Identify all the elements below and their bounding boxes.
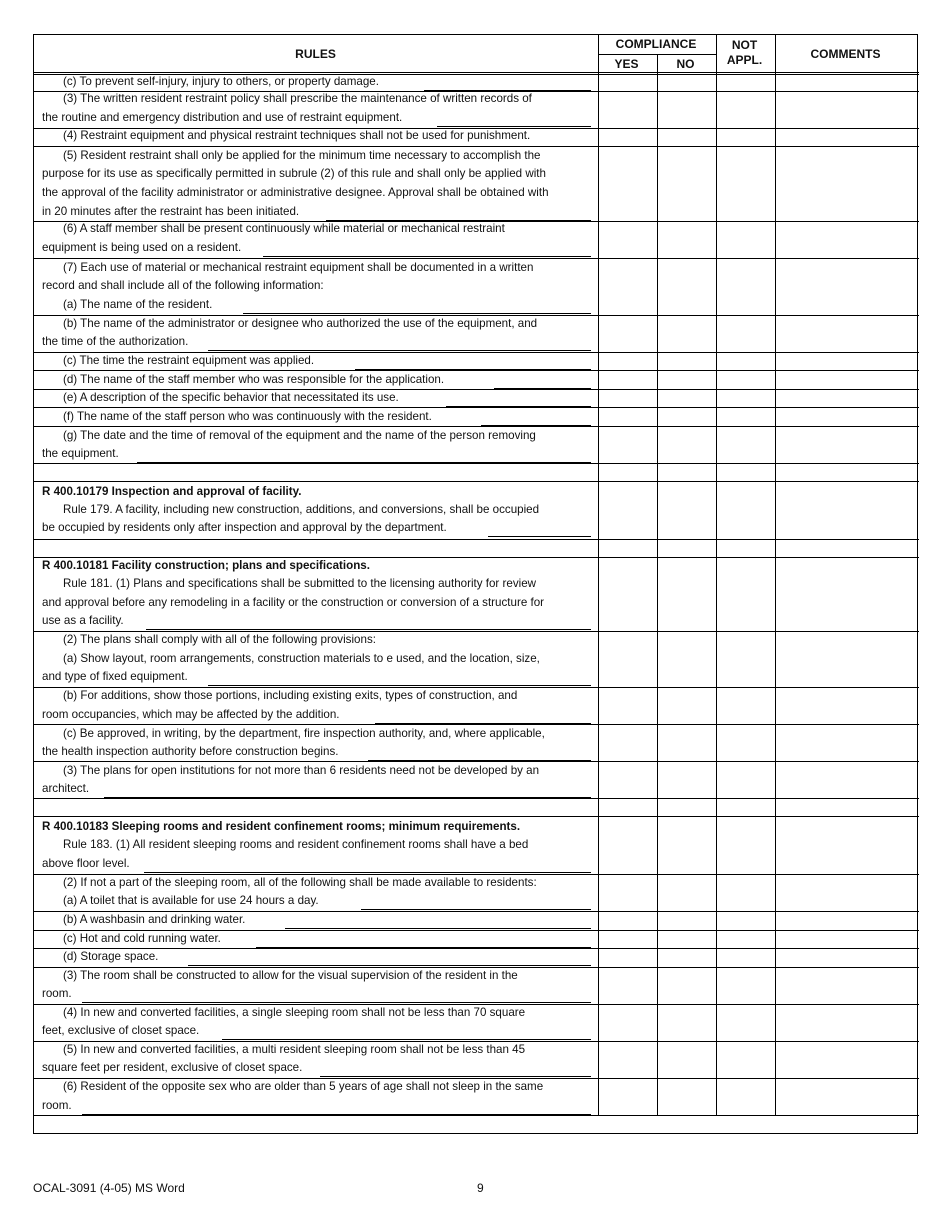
header-rules: RULES <box>295 47 336 61</box>
section-heading: R 400.10181 Facility construction; plans and specifications. <box>42 559 370 572</box>
row-separator <box>34 1115 919 1116</box>
fill-in-line <box>243 313 591 314</box>
row-separator <box>34 463 919 464</box>
rule-text-line: (b) The name of the administrator or designee who authorized the use of the equipment, and <box>63 317 538 330</box>
fill-in-line <box>368 760 591 761</box>
rule-text-line: (c) Be approved, in writing, by the department, fire inspection authority, and, where applicable, <box>63 727 545 740</box>
fill-in-line <box>146 629 591 630</box>
rule-text-line: feet, exclusive of closet space. <box>42 1024 200 1037</box>
fill-in-line <box>375 723 591 724</box>
rule-text-line: (d) Storage space. <box>63 950 159 963</box>
rule-text-line: room. <box>42 1099 72 1112</box>
fill-in-line <box>82 1002 591 1003</box>
fill-in-line <box>488 536 591 537</box>
row-separator <box>34 426 919 427</box>
fill-in-line <box>446 406 591 407</box>
rule-text-line: (f) The name of the staff person who was continuously with the resident. <box>63 410 432 423</box>
fill-in-line <box>263 256 591 257</box>
rule-text-line: be occupied by residents only after inspection and approval by the department. <box>42 521 447 534</box>
rule-text-line: and type of fixed equipment. <box>42 670 188 683</box>
column-separator <box>598 35 599 1115</box>
header-yes: YES <box>614 57 639 71</box>
column-separator <box>657 54 658 1115</box>
rule-text-line: (c) To prevent self-injury, injury to others, or property damage. <box>63 75 379 88</box>
fill-in-line <box>208 685 591 686</box>
rule-text-line: (3) The room shall be constructed to allow for the visual supervision of the resident in the <box>63 969 518 982</box>
row-separator <box>34 146 919 147</box>
header-bottom-line <box>34 72 919 73</box>
rule-text-line: room occupancies, which may be affected by the addition. <box>42 708 340 721</box>
rule-text-line: in 20 minutes after the restraint has been initiated. <box>42 205 300 218</box>
rule-text-line: (g) The date and the time of removal of the equipment and the name of the person removing <box>63 429 536 442</box>
fill-in-line <box>222 1039 591 1040</box>
row-separator <box>34 407 919 408</box>
column-separator <box>716 35 717 1115</box>
rule-text-line: (d) The name of the staff member who was responsible for the application. <box>63 373 445 386</box>
rule-text-line: the health inspection authority before construction begins. <box>42 745 339 758</box>
rule-text-line: Rule 181. (1) Plans and specifications shall be submitted to the licensing authority for review <box>63 577 537 590</box>
fill-in-line <box>285 928 591 929</box>
rule-text-line: (4) Restraint equipment and physical restraint techniques shall not be used for punishment. <box>63 129 531 142</box>
rule-text-line: (4) In new and converted facilities, a single sleeping room shall not be less than 70 square <box>63 1006 526 1019</box>
header-no: NO <box>676 57 695 71</box>
fill-in-line <box>104 797 591 798</box>
rule-text-line: and approval before any remodeling in a facility or the construction or conversion of a structure for <box>42 596 545 609</box>
rule-text-line: (b) For additions, show those portions, including existing exits, types of construction, and <box>63 689 518 702</box>
fill-in-line <box>256 947 591 948</box>
rule-text-line: (2) If not a part of the sleeping room, all of the following shall be made available to residents: <box>63 876 537 889</box>
rule-text-line: Rule 179. A facility, including new construction, additions, and conversions, shall be occupied <box>63 503 540 516</box>
rule-text-line: (c) Hot and cold running water. <box>63 932 221 945</box>
rule-text-line: room. <box>42 987 72 1000</box>
rule-text-line: square feet per resident, exclusive of closet space. <box>42 1061 303 1074</box>
rule-text-line: (3) The written resident restraint policy shall prescribe the maintenance of written records of <box>63 92 532 105</box>
row-separator <box>34 816 919 817</box>
rule-text-line: (3) The plans for open institutions for not more than 6 residents need not be developed by an <box>63 764 540 777</box>
rule-text-line: the equipment. <box>42 447 119 460</box>
rule-text-line: (7) Each use of material or mechanical restraint equipment shall be documented in a written <box>63 261 534 274</box>
fill-in-line <box>208 350 591 351</box>
section-heading: R 400.10179 Inspection and approval of facility. <box>42 485 302 498</box>
rule-text-line: above floor level. <box>42 857 130 870</box>
fill-in-line <box>144 872 591 873</box>
row-separator <box>34 724 919 725</box>
fill-in-line <box>355 369 591 370</box>
fill-in-line <box>188 965 591 966</box>
rule-text-line: the time of the authorization. <box>42 335 189 348</box>
rule-text-line: equipment is being used on a resident. <box>42 241 242 254</box>
page-number: 9 <box>477 1181 484 1195</box>
rule-text-line: the routine and emergency distribution and use of restraint equipment. <box>42 111 403 124</box>
column-separator <box>775 35 776 1115</box>
header-appl: APPL. <box>726 53 763 67</box>
fill-in-line <box>361 909 591 910</box>
rule-text-line: (6) Resident of the opposite sex who are older than 5 years of age shall not sleep in the same <box>63 1080 544 1093</box>
row-separator <box>34 258 919 259</box>
row-separator <box>34 370 919 371</box>
rule-text-line: (a) The name of the resident. <box>63 298 213 311</box>
rule-text-line: use as a facility. <box>42 614 124 627</box>
rule-text-line: record and shall include all of the following information: <box>42 279 324 292</box>
header-compliance: COMPLIANCE <box>615 37 697 51</box>
section-heading: R 400.10183 Sleeping rooms and resident confinement rooms; minimum requirements. <box>42 820 521 833</box>
row-separator <box>34 481 919 482</box>
rule-text-line: (2) The plans shall comply with all of the following provisions: <box>63 633 376 646</box>
fill-in-line <box>494 388 591 389</box>
rule-text-line: (e) A description of the specific behavior that necessitated its use. <box>63 391 399 404</box>
row-separator <box>34 798 919 799</box>
header-comments: COMMENTS <box>810 47 881 61</box>
header-not: NOT <box>731 38 758 52</box>
rule-text-line: (a) Show layout, room arrangements, construction materials to e used, and the location, size, <box>63 652 540 665</box>
rule-text-line: (5) In new and converted facilities, a multi resident sleeping room shall not be less than 45 <box>63 1043 526 1056</box>
fill-in-line <box>137 462 591 463</box>
row-separator <box>34 539 919 540</box>
row-separator <box>34 761 919 762</box>
rule-text-line: (a) A toilet that is available for use 24 hours a day. <box>63 894 319 907</box>
rule-text-line: (6) A staff member shall be present continuously while material or mechanical restraint <box>63 222 505 235</box>
rule-text-line: (5) Resident restraint shall only be applied for the minimum time necessary to accomplish the <box>63 149 541 162</box>
rule-text-line: (b) A washbasin and drinking water. <box>63 913 246 926</box>
row-separator <box>34 948 919 949</box>
fill-in-line <box>82 1114 591 1115</box>
fill-in-line <box>437 126 591 127</box>
rule-text-line: the approval of the facility administrator or administrative designee. Approval shall be obtained with <box>42 186 549 199</box>
rule-text-line: purpose for its use as specifically permitted in subrule (2) of this rule and shall only be applied with <box>42 167 546 180</box>
rule-text-line: architect. <box>42 782 90 795</box>
rule-text-line: (c) The time the restraint equipment was applied. <box>63 354 315 367</box>
fill-in-line <box>320 1076 591 1077</box>
form-id: OCAL-3091 (4-05) MS Word <box>33 1181 185 1195</box>
rule-text-line: Rule 183. (1) All resident sleeping rooms and resident confinement rooms shall have a bed <box>63 838 529 851</box>
fill-in-line <box>481 425 591 426</box>
